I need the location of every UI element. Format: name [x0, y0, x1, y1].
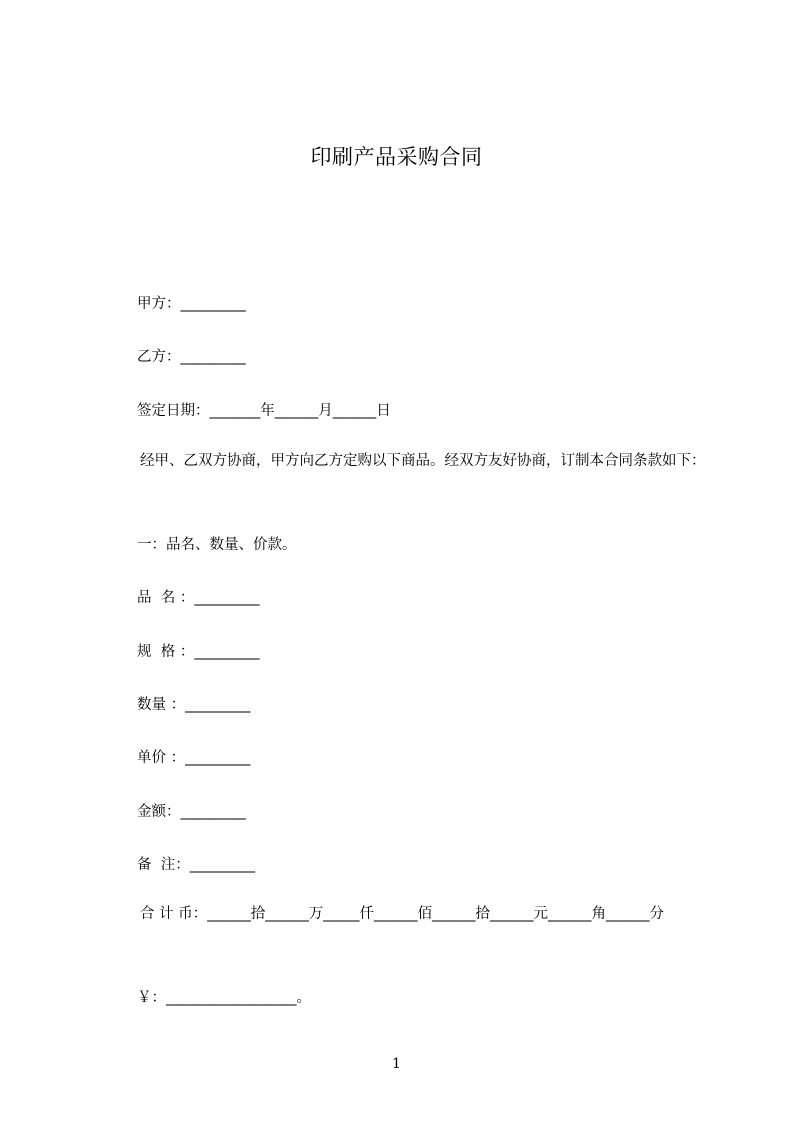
sign-date-line: 签定日期：_______年______月______日 — [137, 403, 391, 419]
section-heading: 一：品名、数量、价款。 — [137, 537, 297, 553]
yen-line: ￥：__________________。 — [137, 990, 311, 1006]
remark-line: 备 注：_________ — [137, 857, 255, 873]
contract-title: 印刷产品采购合同 — [310, 145, 483, 169]
party-b-line: 乙方：_________ — [137, 349, 246, 365]
quantity-line: 数量 ：_________ — [137, 697, 251, 713]
page-number: 1 — [392, 1056, 401, 1072]
spec-line: 规 格 ：_________ — [137, 644, 260, 660]
party-a-line: 甲方：_________ — [137, 296, 246, 312]
total-line: 合 计 币：______拾______万_____仟______佰______拾______元______角______分 — [140, 906, 664, 922]
intro-paragraph: 经甲、乙双方协商，甲方向乙方定购以下商品。经双方友好协商，订制本合同条款如下： — [140, 453, 706, 469]
product-name-line: 品 名 ：_________ — [137, 590, 260, 606]
amount-line: 金额：_________ — [137, 804, 246, 820]
unit-price-line: 单价 ：_________ — [137, 750, 251, 766]
